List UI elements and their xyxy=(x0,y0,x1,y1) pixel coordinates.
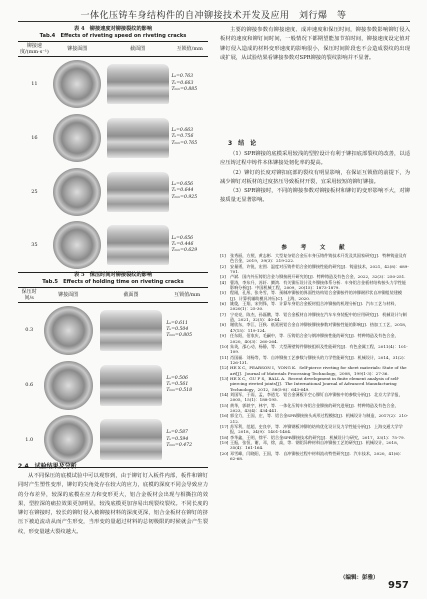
cross-section-photo xyxy=(100,310,162,351)
reference-number: [19] xyxy=(220,440,229,446)
table5-interlock-cell xyxy=(166,358,208,413)
reference-text: 李华鑫，王明，徐平．铝合金SPR铆接技术的研究[J]．机械设计与研究，2017，33(1)：75-79. xyxy=(230,434,405,440)
interlock-value: Lₛ=0.506 xyxy=(166,375,188,381)
table4-interlock-cell xyxy=(171,219,208,273)
table5-row xyxy=(18,413,208,468)
table5-face-image-cell xyxy=(40,303,95,358)
reference-item xyxy=(220,424,410,435)
table4-row xyxy=(18,219,208,273)
undercut-thickness-value: Tᵤ=0.594 xyxy=(166,436,189,442)
reference-item xyxy=(220,322,410,333)
reference-item xyxy=(220,392,410,403)
table4-col-face: 铆接面图 xyxy=(51,42,104,57)
table5-col-section: 截面图 xyxy=(96,288,167,303)
reference-item xyxy=(220,355,410,366)
undercut-thickness-value: Tᵤ=0.446 xyxy=(171,242,194,248)
reference-number: [12] xyxy=(220,365,229,371)
reference-number: [18] xyxy=(220,434,229,440)
table4-interlock-cell xyxy=(171,57,208,111)
section-3-title: 3 结 论 xyxy=(228,140,257,147)
riveted-face-photo xyxy=(44,306,93,355)
reference-item xyxy=(220,264,410,275)
reference-text: 郭全力，王国，庄，等．铝合金SPR铆接接头成形过程模拟[J]．机械设计与制造，2017(2)：210-212. xyxy=(230,413,409,424)
reference-number: [17] xyxy=(220,424,229,429)
reference-text: 宁亮亮，陈杰，孙磊鹏，等．铝合金板材自冲铆接在汽车车身装配中的应用研究[J]．机械设计与制造，2021，32(5)：40-44. xyxy=(230,311,407,323)
reference-number: [5] xyxy=(220,290,226,296)
riveted-face-photo xyxy=(44,415,93,464)
table5-param-cell: 0.6 xyxy=(25,382,34,388)
reference-number: [9] xyxy=(220,333,226,339)
table5-col-time: 保压时间/s xyxy=(18,288,40,303)
min-thickness-value: Tₘᵢₙ=0.925 xyxy=(171,194,198,200)
reference-number: [6] xyxy=(220,301,226,307)
table5-row xyxy=(18,303,208,358)
reference-text: 刘国军，于雨，孟，李道尤．铝合金薄板半空心铆钉自冲铆接中的参数分析[J]．北京大学学报，2005，15(1)：188-195. xyxy=(230,391,403,403)
table4-param-cell: 11 xyxy=(31,80,38,87)
reference-number: [8] xyxy=(220,322,226,328)
reference-text: 邓雪峰，闫晓阳，王国，等．自冲铆接过程中材料流动特性研究[J]．汽车技术，2020，41(6)：62-68. xyxy=(230,450,404,462)
reference-number: [11] xyxy=(220,354,229,360)
table4-param-cell: 35 xyxy=(18,219,51,273)
reference-text: 肖国福．刘杨等，等．自冲铆接工艺参数与铆接头的力学性能研究[J]．机械设计，2014，31(2)：126-131. xyxy=(230,354,408,365)
reference-item xyxy=(220,403,410,414)
table4-section-image-cell xyxy=(104,111,172,165)
reference-item xyxy=(220,376,410,392)
cross-section-photo xyxy=(100,419,162,460)
reference-item xyxy=(220,413,410,424)
reference-item xyxy=(220,253,410,264)
reference-text: 安量勇，许锐，宏图．温度对压铸件铝合金的铆接性能的研究[J]．铸造技术，2021，42(8)：689-701. xyxy=(230,263,409,275)
table4-face-image-cell xyxy=(51,165,104,219)
interlock-value: Lₛ=0.656 xyxy=(171,235,194,241)
table4-row xyxy=(18,57,208,111)
riveted-face-photo xyxy=(53,114,101,162)
min-thickness-value: Tₘᵢₙ=0.629 xyxy=(171,248,198,254)
conclusions xyxy=(220,150,410,206)
table4-col-interlock: 互锁值/mm xyxy=(171,42,208,57)
reference-number: [13] xyxy=(220,375,229,381)
interlock-value: Lₛ=0.611 xyxy=(166,320,188,326)
reference-text: HE X C，PEARSON I，YONG K．Self-pierce riveting for sheet materials: State of the art[J]．Journal of Materials Processing Technology，2008，199(1-3)：27-36. xyxy=(230,365,407,376)
section-2-4-title: 2.4 试验结果及分析 xyxy=(18,463,77,470)
reference-text: 苏军利，范超，史良亭，等．冲铆钢板冲铆的结构优化设计及力学性能分析[J]．上海交通大学学报，2018，34(9)：1401-1404. xyxy=(230,424,403,435)
table4-section-image-cell xyxy=(104,165,172,219)
table4-caption-en: Tab.4 Effects of riveting speed on riveting cracks xyxy=(39,32,187,39)
interlock-value: Lₛ=0.763 xyxy=(171,74,194,80)
reference-text: 王振，张恒，谢，邓，徐，高，等．钢铝异种材料自冲铆接工艺的研究[J]．机械设计，2018，35(4)：161-164. xyxy=(230,440,401,451)
references-title: 参 考 文 献 xyxy=(281,245,349,251)
left-body-paragraph: 从不同保压的底模试验中可以观察到，由于铆钉钉入板件内部，板件和铆钉同时产生塑性变形，铆钉的尖角处存在较大的应力，底模的深度不同会导致应力的分布差异，较深的底模在应力和变形更大，铝合金板材会出现与相撕拉的效果，型腔深的痛拉效果更加明显，较浅底模更加容易出现裂纹裂纹。不同长度的铆钉在铆接时，较长的铆钉侵入被铆接材料的深度更深，铝合金板材在铆钉的挤压下被迫流动从而产生形变，当形变的量超过材料的总韧极限的时候就会产生裂纹，形变量越大裂纹越大。 xyxy=(18,473,208,535)
reference-text: 谢欣东，李江，汪秋．低延展铝合金自冲铆接铆接参数对铆接性能的影响[J]．热加工工艺，2018，47(15)：119-124. xyxy=(230,322,409,333)
cross-section-photo xyxy=(107,225,169,265)
conclusion-3: （3）SPR铆接时，不同的铆接参数对铆接板材和铆钉的变形影响不大，对铆接质量无显著影响。 xyxy=(220,188,410,204)
page-number: 957 xyxy=(388,580,409,591)
table5-section-image-cell xyxy=(96,303,167,358)
reference-item xyxy=(220,290,410,301)
table5-interlock-cell xyxy=(166,303,208,358)
right-intro-paragraph: 主要的铆接参数有铆接速度、成冲速度和保压时间，铆接参数影响铆钉侵入板材的速度和铆钉间时间，一般情况下都期望能加节拍时间，铆接速度设定值对铆钉侵入造成的材料变形速度的影响很小，保压时间阶段也不会造成裂纹的出现或扩展，从试验结果看铆接参数对SPR铆接的裂纹影响并不显著。 xyxy=(220,27,410,61)
reference-text: 卢斌．国内外压铸铝合金与铆接展开研究的[J]．特种铸造及有色合金，2022，32(3)：250-251. xyxy=(230,274,406,280)
min-thickness-value: Tₘᵢₙ=0.472 xyxy=(166,442,193,448)
reference-number: [2] xyxy=(220,263,226,269)
table5-caption-en: Tab.5 Effects of holding time on riveting cracks xyxy=(42,278,184,285)
reference-item xyxy=(220,301,410,312)
min-thickness-value: Tₘᵢₙ=0.885 xyxy=(171,86,198,92)
reference-text: 程刚，孔彤，张冬雪，等．预制冲铆接的界面性结构铝合金铆接件的冲铆耐形状自冲铆组装建模[J]．计算机辅助模具冲压[C]．上海，2020. xyxy=(230,290,402,301)
running-header: 一体化压铸车身结构件的自冲铆接技术开发及应用 刘行爆 等 xyxy=(80,11,347,21)
reference-item xyxy=(220,365,410,376)
riveted-face-photo xyxy=(53,60,101,108)
table4-interlock-cell xyxy=(171,165,208,219)
reference-number: [20] xyxy=(220,450,229,456)
table4-col-section: 截面图 xyxy=(104,42,172,57)
cross-section-photo xyxy=(100,365,162,406)
reference-text: 姚俊，王翔，宋剑锋，等．计算车身铝合金板材组合冲铆接的机理分析[J]．汽车工艺与材料，2020(1)：25-30. xyxy=(230,301,399,312)
undercut-thickness-value: Tᵤ=0.561 xyxy=(166,381,189,387)
riveted-face-photo xyxy=(44,361,93,410)
reference-item xyxy=(220,344,410,355)
undercut-thickness-value: Tᵤ=0.504 xyxy=(166,327,189,333)
undercut-thickness-value: Tᵤ=0.644 xyxy=(171,188,194,194)
table5-face-image-cell xyxy=(40,358,95,413)
table4-param-cell: 25 xyxy=(31,188,38,195)
reference-item xyxy=(220,440,410,451)
conclusion-2: （2）铆钉的长度对铆扣底部的裂纹有明显影响，在保证互锁值的前提下，为减少铆钉对板材的过度挤压导致板材开裂，宜采用较短的铆钉铆接。 xyxy=(220,169,410,185)
reference-number: [1] xyxy=(220,253,226,258)
min-thickness-value: Tₘᵢₙ=0.805 xyxy=(166,333,193,339)
reference-item xyxy=(220,451,410,462)
reference-number: [16] xyxy=(220,413,229,419)
cross-section-photo xyxy=(107,64,169,104)
cross-section-photo xyxy=(107,172,169,212)
reference-text: 任东阳，佰家庆，毛嗣中，等．压铸铝合金与钢冲铆接性能的研究[J]．特种铸造及有色合金，2020，40(3)：260-264. xyxy=(230,333,399,344)
reference-number: [3] xyxy=(220,274,226,280)
table4-caption xyxy=(18,26,208,39)
editor-note: （编辑：彭雅） xyxy=(340,575,379,581)
reference-number: [4] xyxy=(220,279,226,285)
table5-caption-cn: 表 5 保压时间对铆接裂纹的影响 xyxy=(73,272,153,278)
reference-item xyxy=(220,312,410,323)
table5-col-face: 铆接面图 xyxy=(40,288,95,303)
undercut-thickness-value: Tᵤ=0.663 xyxy=(171,80,194,86)
table5-caption xyxy=(18,272,208,285)
table4-row xyxy=(18,111,208,165)
header-rule xyxy=(18,21,410,22)
table4-section-image-cell xyxy=(104,57,172,111)
reference-number: [15] xyxy=(220,402,229,408)
conclusion-1: （1）SPR铆接的底模采用较浅的型腔设计有利于铆扣底部裂纹的改善，以适应压铸过程中铸件本体铆接处韧化率的提高。 xyxy=(220,151,410,167)
min-thickness-value: Tₘᵢₙ=0.765 xyxy=(171,140,198,146)
reference-list xyxy=(220,253,410,461)
table4-face-image-cell xyxy=(51,111,104,165)
interlock-value: Lₛ=0.656 xyxy=(171,182,194,188)
table5-param-cell: 1.0 xyxy=(18,413,40,468)
reference-text: HE X C，GU F S，BALL A．Recent development in finite element analysis of self-piercing riveted joints[J]．The International Journal of Advanced Manufacturing Technology，2012，58(5-8)：643-649. xyxy=(230,375,400,392)
table5-row xyxy=(18,358,208,413)
interlock-value: Lₛ=0.587 xyxy=(166,430,188,436)
table4 xyxy=(18,41,208,273)
table4-col-speed: 铆接速度/(mm·s⁻¹) xyxy=(20,43,49,55)
reference-number: [10] xyxy=(220,343,229,349)
table5-interlock-cell xyxy=(166,413,208,468)
reference-item xyxy=(220,280,410,291)
reference-text: 曹涛，李东升，苏轩．腾鸿．有关铆压设计及多铆接体系分析．车身铝合金板材结构接头力学性能影响分析[J]．中国机械工程，2009，20(15)：1873-1879. xyxy=(230,279,407,291)
reference-text: 张秀丽，方照，黄志彬．大型复杂铝合金压车身压铸件铸技术开发及其国家研究[J]．特种铸造及有色合金，2019，39(3)：219-222. xyxy=(230,253,407,264)
table5 xyxy=(18,287,208,468)
table5-section-image-cell xyxy=(96,413,167,468)
table4-param-cell: 16 xyxy=(31,134,38,141)
reference-text: 朱英，邵心动，杨静，等．大型薄壁铸件铆接组织及性能研究[J]．有色金属工程，2011(4)：101-109. xyxy=(230,343,408,355)
reference-number: [7] xyxy=(220,311,226,317)
table4-section-image-cell xyxy=(104,219,172,273)
min-thickness-value: Tₘᵢₙ=0.518 xyxy=(166,388,193,394)
table4-row xyxy=(18,165,208,219)
table5-param-cell: 0.3 xyxy=(25,327,34,334)
table4-interlock-cell xyxy=(171,111,208,165)
interlock-value: Lₛ=0.663 xyxy=(171,128,194,134)
table5-face-image-cell xyxy=(40,413,95,468)
table4-face-image-cell xyxy=(51,57,104,111)
table4-caption-cn: 表 4 铆接速度对铆接裂纹的影响 xyxy=(73,26,153,32)
reference-number: [14] xyxy=(220,391,229,397)
table4-face-image-cell xyxy=(51,219,104,273)
riveted-face-photo xyxy=(53,221,101,269)
cross-section-photo xyxy=(107,118,169,158)
undercut-thickness-value: Tᵤ=0.756 xyxy=(171,134,194,140)
table5-section-image-cell xyxy=(96,358,167,413)
reference-text: 黄华，郭轶宇，林宇，等．一体化压铸车身铝合金铆接的研究进展[J]．特种铸造及有色合金，2023，43(4)：434-441. xyxy=(230,402,399,413)
riveted-face-photo xyxy=(53,168,101,216)
reference-item xyxy=(220,333,410,344)
table5-col-interlock: 互锁值/mm xyxy=(166,288,208,303)
